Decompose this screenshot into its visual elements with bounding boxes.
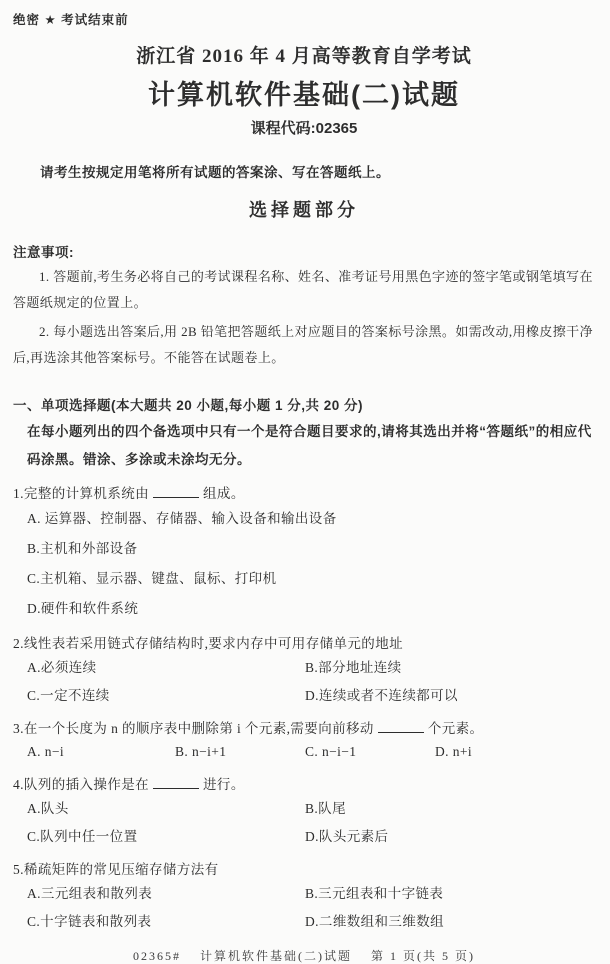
notes-heading: 注意事项: [13, 245, 74, 260]
question-text [13, 859, 595, 880]
option-C: C.十字链表和散列表 [27, 913, 152, 929]
part-one-description: 在每小题列出的四个备选项中只有一个是符合题目要求的,请将其选出并将“答题纸”的相应代码涂黑。错涂、多涂或未涂均无分。 [27, 424, 592, 467]
question-text [13, 774, 595, 795]
option-C: C. n−i−1 [305, 744, 357, 759]
answer-blank-underline [153, 485, 199, 498]
note-item-2: 2. 每小题选出答案后,用 2B 铅笔把答题纸上对应题目的答案标号涂黑。如需改动,用橡皮擦干净后,再选涂其他答案标号。不能答在试题卷上。 [13, 324, 593, 365]
options [27, 739, 595, 765]
question-stem: 1.完整的计算机系统由 [13, 486, 150, 501]
option-A: A.三元组表和散列表 [27, 886, 153, 901]
option-A: A. 运算器、控制器、存储器、输入设备和输出设备 [27, 511, 337, 526]
option-B: B.主机和外部设备 [27, 541, 138, 556]
question-stem: 2.线性表若采用链式存储结构时,要求内存中可用存储单元的地址 [13, 636, 403, 651]
options [27, 654, 595, 709]
question-text [13, 633, 595, 654]
answer-blank-underline [378, 720, 424, 733]
question-stem-tail: 组成。 [203, 486, 245, 501]
option-A: A.队头 [27, 801, 69, 816]
questions [13, 483, 595, 935]
option-D: D.连续或者不连续都可以 [305, 687, 458, 703]
question-stem: 5.稀疏矩阵的常见压缩存储方法有 [13, 862, 219, 877]
question-stem: 4.队列的插入操作是在 [13, 777, 150, 792]
note-item-1: 1. 答题前,考生务必将自己的考试课程名称、姓名、准考证号用黑色字迹的签字笔或钢笔填写在答题纸规定的位置上。 [13, 269, 593, 310]
exam-paper-title: 计算机软件基础(二)试题 [148, 80, 460, 110]
option-C: C.主机箱、显示器、键盘、鼠标、打印机 [27, 571, 277, 586]
candidate-instruction: 请考生按规定用笔将所有试题的答案涂、写在答题纸上。 [40, 165, 390, 180]
question-stem-tail: 个元素。 [427, 721, 484, 736]
course-code: 课程代码:02365 [250, 120, 358, 137]
option-C: C.队列中任一位置 [27, 828, 138, 844]
question-4 [13, 774, 595, 850]
option-C: C.一定不连续 [27, 687, 110, 703]
question-3 [13, 718, 595, 765]
page-footer: 02365# 计算机软件基础(二)试题 第 1 页(共 5 页) [133, 949, 475, 963]
question-text [13, 718, 595, 739]
option-D: D. n+i [435, 744, 473, 759]
question-text [13, 483, 595, 504]
question-5 [13, 859, 595, 935]
question-stem: 3.在一个长度为 n 的顺序表中删除第 i 个元素,需要向前移动 [13, 721, 374, 736]
notes-list [13, 264, 595, 371]
option-A: A. n−i [27, 744, 65, 759]
question-2 [13, 633, 595, 709]
section-title-multiple-choice: 选择题部分 [249, 200, 359, 220]
option-B: B.队尾 [305, 801, 346, 816]
question-1 [13, 483, 595, 624]
option-B: B.部分地址连续 [305, 660, 402, 675]
option-B: B. n−i+1 [175, 744, 227, 759]
answer-blank-underline [153, 776, 199, 789]
option-A: A.必须连续 [27, 660, 97, 675]
option-D: D.二维数组和三维数组 [305, 913, 445, 929]
question-stem-tail: 进行。 [203, 777, 245, 792]
options [27, 795, 595, 850]
options [27, 504, 595, 624]
security-classification-label: 绝密 ★ 考试结束前 [13, 13, 129, 27]
option-D: D.队头元素后 [305, 828, 389, 844]
exam-session-title: 浙江省 2016 年 4 月高等教育自学考试 [136, 46, 472, 67]
part-one-heading: 一、单项选择题(本大题共 20 小题,每小题 1 分,共 20 分) [13, 398, 364, 413]
options [27, 880, 595, 935]
option-B: B.三元组表和十字链表 [305, 886, 444, 901]
option-D: D.硬件和软件系统 [27, 601, 139, 616]
